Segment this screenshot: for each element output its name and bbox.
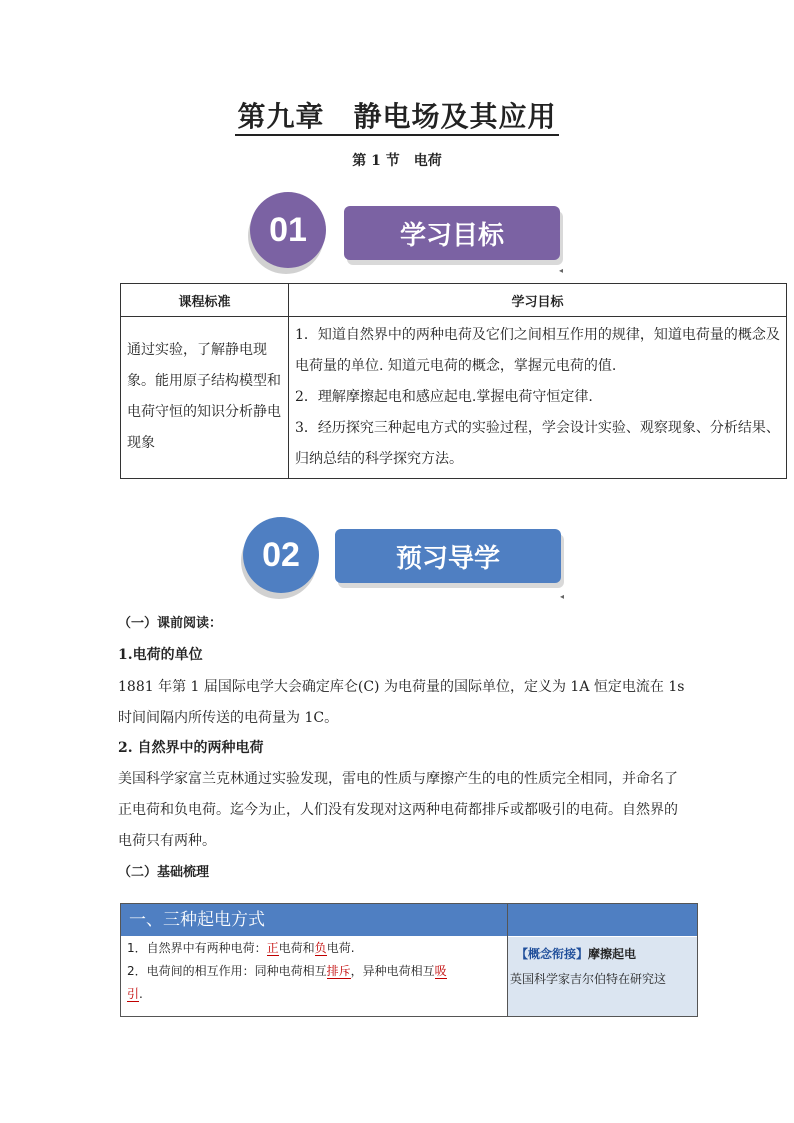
section-title: 第 1 节 电荷 [352,153,442,169]
section-number-badge: 02 [243,517,319,593]
paragraph-mark: ◂ [559,266,564,275]
objectives-table [120,283,787,479]
learning-goals-cell [289,317,787,479]
goal-item: 2．理解摩擦起电和感应起电.掌握电荷守恒定律. [295,389,593,405]
chapter-title: 第九章 静电场及其应用 [0,95,794,135]
concept-header-fill [508,904,697,936]
item-text: 1881 年第 1 届国际电学大会确定库仑(C) 为电荷量的国际单位，定义为 1A 恒定电流在 1s 时间间隔内所传送的电荷量为 1C。 [118,679,685,726]
table-header: 课程标准 [121,284,289,317]
table-header: 学习目标 [289,284,787,317]
side-note-text: 英国科学家吉尔伯特在研究这 [510,972,667,986]
side-note-heading: 【概念衔接】摩擦起电 [516,947,637,961]
goal-item: 3．经历探究三种起电方式的实验过程，学会设计实验、观察现象、分析结果、归纳总结的科学探究方法。 [295,420,780,467]
concept-line: 1．自然界中有两种电荷：正电荷和负电荷. [127,941,355,955]
goal-item: 1．知道自然界中的两种电荷及它们之间相互作用的规律，知道电荷量的概念及电荷量的单位. 知道元电荷的概念，掌握元电荷的值. [295,327,780,374]
concept-title: 一、三种起电方式 [121,904,507,936]
part-heading: （一）课前阅读： [118,616,223,631]
section-banner-learning-goals: 学习目标 [344,206,560,260]
part-heading: （二）基础梳理 [118,865,210,880]
concept-line: 2．电荷间的相互作用：同种电荷相互排斥，异种电荷相互吸 引. [127,964,447,1001]
section-banner-preview: 预习导学 [335,529,561,583]
concept-body [121,937,507,1006]
section-number-badge: 01 [250,192,326,268]
concept-side-note [508,937,697,1016]
item-text: 美国科学家富兰克林通过实验发现，雷电的性质与摩擦产生的电的性质完全相同，并命名了正电荷和负电荷。迄今为止，人们没有发现对这两种电荷都排斥或都吸引的电荷。自然界的电荷只有两种。 [118,771,678,849]
item-heading: 1.电荷的单位 [118,647,203,663]
concept-table [120,903,698,1017]
item-heading: 2. 自然界中的两种电荷 [118,740,264,756]
paragraph-mark: ◂ [560,592,565,601]
course-standard-cell: 通过实验，了解静电现象。能用原子结构模型和电荷守恒的知识分析静电现象 [121,317,289,479]
